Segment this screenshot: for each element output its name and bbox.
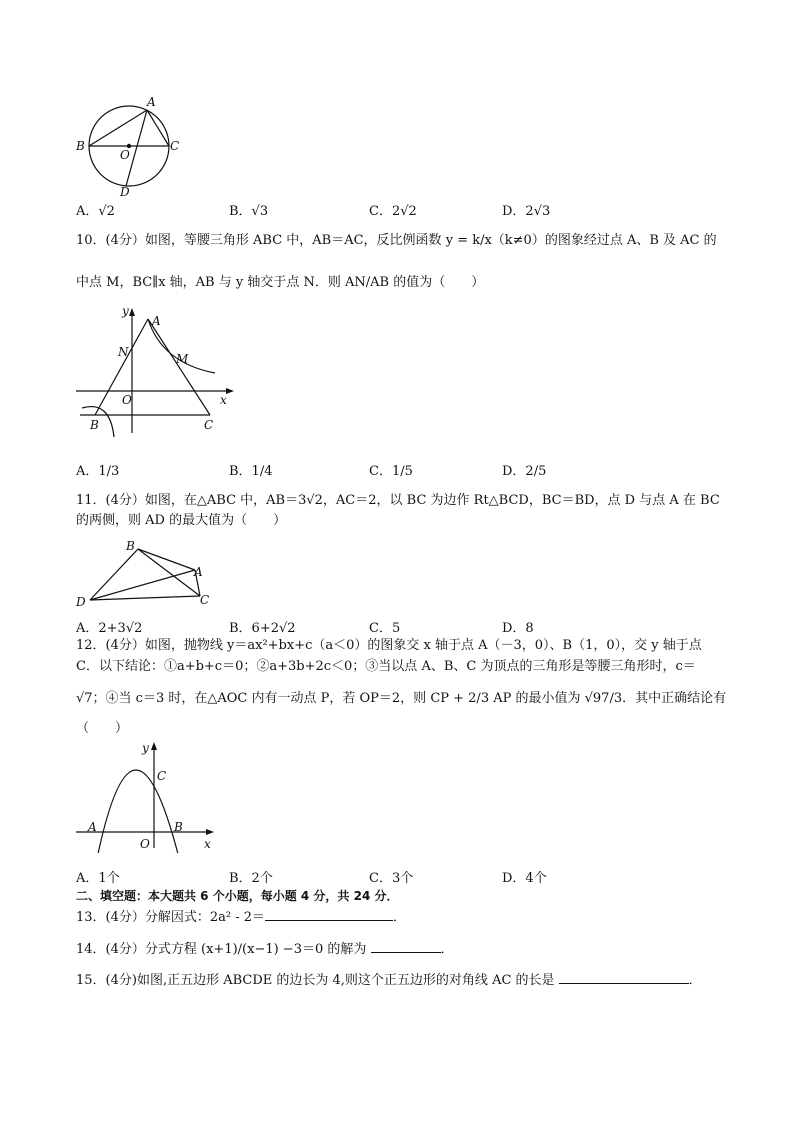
q10-option-c: C．1/5 [369, 464, 413, 479]
q10-label-c: C [204, 418, 214, 432]
q11-label-b: B [126, 539, 135, 553]
q9-label-c: C [170, 139, 180, 153]
q9-option-c: C．2√2 [369, 204, 417, 219]
q15-line [76, 971, 702, 990]
q10-label-o: O [122, 393, 132, 407]
q11-seg-ba [138, 549, 195, 570]
q11-option-d: D．8 [502, 621, 534, 636]
q11-stem-line1: 11．(4分）如图，在△ABC 中，AB＝3√2，AC＝2，以 BC 为边作 Rt△BCD，BC＝BD，点 D 与点 A 在 BC [76, 493, 720, 508]
q12-figure [70, 738, 220, 853]
q12-stem-line4: （ ） [76, 721, 129, 736]
q9-option-b: B．√3 [229, 204, 269, 219]
q10-side-ac [148, 319, 210, 415]
q9-option-d: D．2√3 [502, 204, 551, 219]
q12-x-arrow [206, 829, 214, 835]
q10-stem-line1: 10．(4分）如图，等腰三角形 ABC 中，AB＝AC，反比例函数 y = k/x（k≠0）的图象经过点 A、B 及 AC 的 [76, 233, 717, 248]
q10-y-arrow [129, 308, 135, 316]
q14-line [76, 940, 454, 959]
q11-figure [70, 536, 220, 611]
q12-label-o: O [140, 837, 150, 851]
q10-x-arrow [226, 388, 234, 394]
q10-label-m: M [176, 352, 189, 366]
q14-end: ． [440, 942, 454, 957]
q11-option-a: A．2+3√2 [76, 621, 143, 636]
q12-label-y: y [142, 741, 149, 755]
q13-end: ． [393, 910, 407, 925]
q14-answer-blank[interactable] [371, 940, 441, 953]
q9-label-a: A [147, 95, 156, 109]
q11-label-a: A [194, 565, 203, 579]
q15-end: ． [688, 973, 702, 988]
q13-answer-blank[interactable] [265, 908, 393, 921]
q10-option-a: A．1/3 [76, 464, 120, 479]
q11-seg-db [90, 549, 138, 600]
q10-figure [70, 305, 240, 440]
q9-chord-ac [147, 110, 169, 146]
q10-label-b: B [90, 418, 99, 432]
q10-label-x: x [220, 393, 227, 407]
q11-seg-da [90, 570, 195, 600]
q9-label-o: O [120, 148, 130, 162]
q12-label-c: C [157, 769, 167, 783]
q10-stem-line2: 中点 M，BC∥x 轴，AB 与 y 轴交于点 N．则 AN/AB 的值为（ ） [76, 275, 485, 290]
q13-text: 13．(4分）分解因式：2a² - 2＝ [76, 910, 266, 925]
q11-stem-line2: 的两侧，则 AD 的最大值为（ ） [76, 513, 287, 528]
q10-label-n: N [118, 345, 129, 359]
q12-stem-line3: √7；④当 c＝3 时，在△AOC 内有一动点 P，若 OP＝2，则 CP + 2/3 AP 的最小值为 √97/3．其中正确结论有 [76, 691, 727, 706]
q11-option-c: C．5 [369, 621, 401, 636]
q12-stem-line2: C．以下结论：①a+b+c＝0；②a+3b+2c＜0；③当以点 A、B、C 为顶点的三角形是等腰三角形时，c＝ [76, 659, 696, 674]
q10-label-y: y [122, 305, 129, 318]
q11-option-b: B．6+2√2 [229, 621, 296, 636]
q15-answer-blank[interactable] [559, 971, 689, 984]
q15-text: 15．(4分)如图,正五边形 ABCDE 的边长为 4,则这个正五边形的对角线 AC 的长是 [76, 973, 555, 988]
q12-y-arrow [151, 742, 157, 750]
q9-label-b: B [76, 139, 85, 153]
q12-option-b: B．2个 [229, 871, 273, 886]
q14-text: 14．(4分）分式方程 (x+1)/(x−1) −3＝0 的解为 [76, 942, 367, 957]
q12-label-b: B [174, 820, 183, 834]
q10-option-b: B．1/4 [229, 464, 273, 479]
q10-label-a: A [152, 314, 161, 328]
q12-option-d: D．4个 [502, 871, 547, 886]
q12-label-a: A [88, 820, 97, 834]
q9-option-a: A．√2 [76, 204, 115, 219]
q13-line [76, 908, 406, 927]
q11-label-d: D [76, 595, 86, 609]
q12-option-a: A．1个 [76, 871, 120, 886]
q12-label-x: x [204, 837, 211, 851]
q12-option-c: C．3个 [369, 871, 414, 886]
q9-label-d: D [120, 185, 130, 199]
q11-seg-dc [90, 596, 200, 600]
q10-option-d: D．2/5 [502, 464, 547, 479]
q12-stem-line1: 12．(4分）如图，抛物线 y＝ax²+bx+c（a＜0）的图象交 x 轴于点 A（－3，0）、B（1，0），交 y 轴于点 [76, 638, 702, 653]
section-fill-in-heading: 二、填空题：本大题共 6 个小题，每小题 4 分，共 24 分． [76, 889, 399, 903]
q9-circle-figure [70, 92, 190, 202]
q11-label-c: C [200, 593, 210, 607]
q11-seg-bc [138, 549, 200, 596]
